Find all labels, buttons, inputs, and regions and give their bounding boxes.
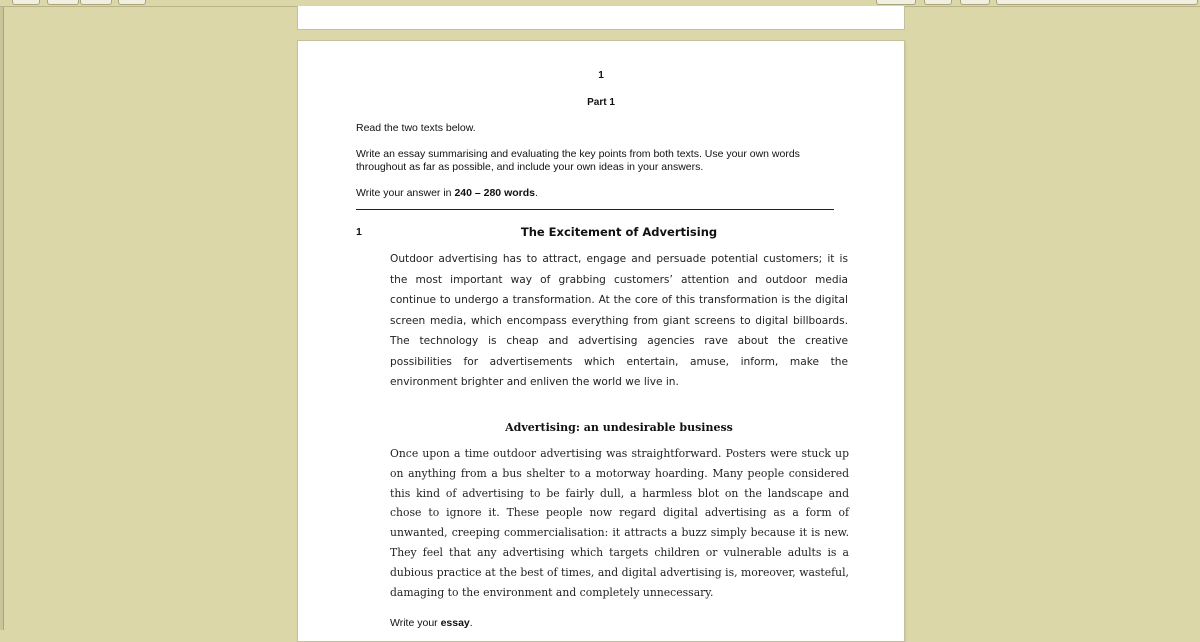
- essay-suffix: .: [469, 617, 473, 629]
- window-edge: [0, 7, 4, 630]
- previous-page: [297, 6, 905, 30]
- word-count-suffix: .: [535, 187, 538, 199]
- essay-bold: essay: [440, 617, 470, 629]
- instruction-write: Write an essay summarising and evaluating the key points from both texts. Use your own words throughout as far as possible, and include your own ideas in your answers.: [356, 148, 800, 173]
- word-count-prefix: Write your answer in: [356, 187, 455, 199]
- question-number: 1: [356, 226, 362, 238]
- essay-instruction: [390, 617, 473, 629]
- instruction-read: Read the two texts below.: [356, 122, 476, 134]
- text1-title: The Excitement of Advertising: [520, 225, 718, 239]
- search-field[interactable]: [996, 0, 1198, 5]
- toolbar-button[interactable]: [47, 0, 79, 5]
- essay-prefix: Write your: [390, 617, 441, 629]
- word-count-value: 240 – 280 words: [454, 187, 535, 199]
- text2-title: Advertising: an undesirable business: [505, 421, 733, 434]
- toolbar-button[interactable]: [960, 0, 990, 5]
- toolbar-button[interactable]: [118, 0, 146, 5]
- toolbar-button[interactable]: [924, 0, 952, 5]
- page-number: 1: [598, 70, 604, 81]
- text1-body: Outdoor advertising has to attract, engage and persuade potential customers; it is the most important way of grabbing customers’ attention and outdoor media continue to undergo a transformation. At the core of this transformation is the digital screen media, which encompass everything from giant screens to digital billboards. The technology is cheap and advertising agencies rave about the creative possibilities for advertisements which entertain, amuse, inform, make the environment brighter and enliven the world we live in.: [390, 253, 848, 388]
- text2-body: Once upon a time outdoor advertising was straightforward. Posters were stuck up on anything from a bus shelter to a motorway hoarding. Many people considered this kind of advertising to be fairly dull, a harmless blot on the landscape and chose to ignore it. These people now regard digital advertising as a form of unwanted, creeping commercialisation: it attracts a buzz simply because it is new. They feel that any advertising which targets children or vulnerable adults is a dubious practice at the best of times, and digital advertising is, moreover, wasteful, damaging to the environment and completely unnecessary.: [390, 447, 849, 599]
- divider-rule: [356, 209, 834, 210]
- toolbar-button[interactable]: [80, 0, 112, 5]
- document-page: [297, 40, 905, 642]
- toolbar-button[interactable]: [12, 0, 40, 5]
- instruction-word-count: [356, 187, 846, 200]
- toolbar-button[interactable]: [876, 0, 916, 5]
- part-heading: Part 1: [587, 97, 615, 108]
